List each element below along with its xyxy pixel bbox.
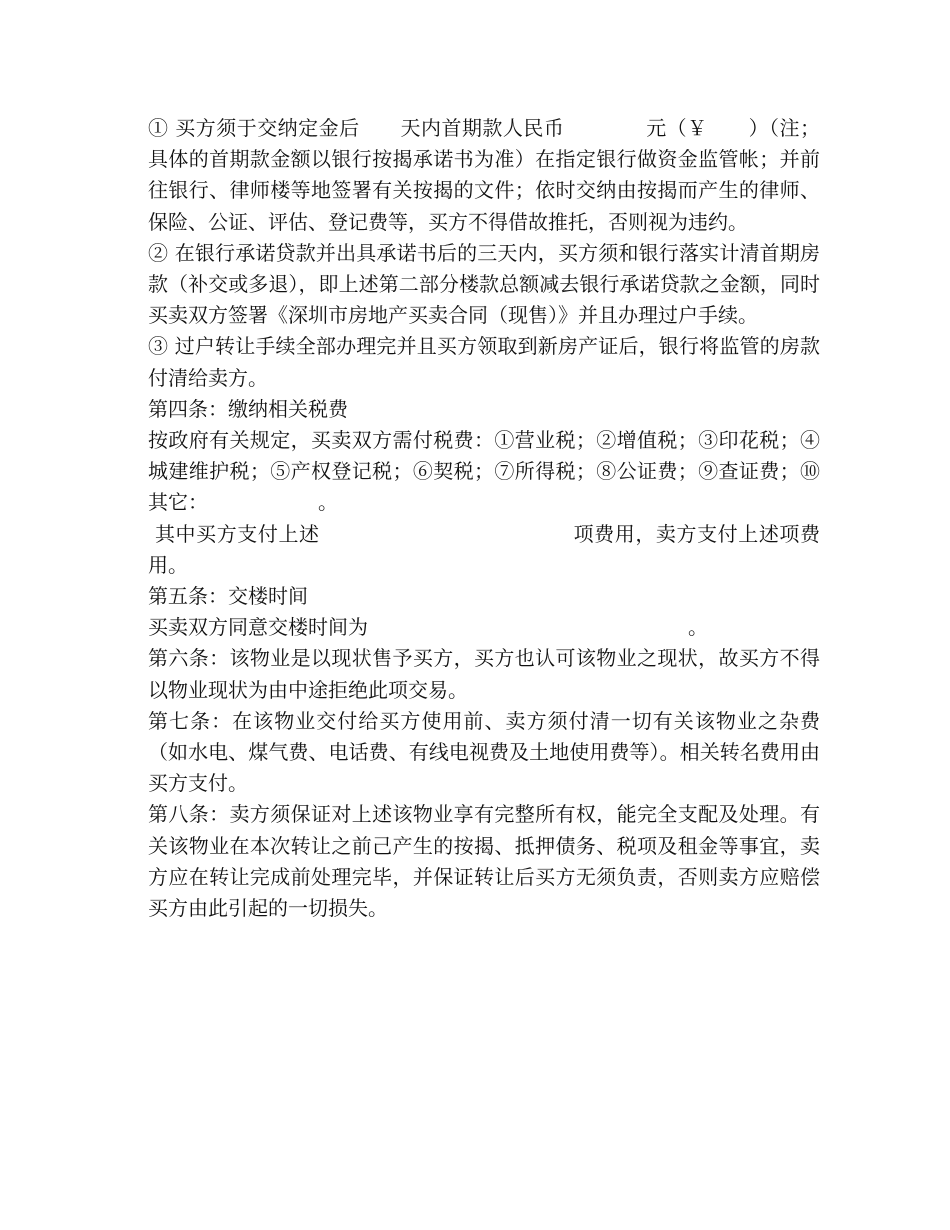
document-page <box>140 113 820 924</box>
article-4-taxes: 按政府有关规定，买卖双方需付税费：①营业税；②增值税；③印花税；④城建维护税；⑤产权登记税；⑥契税；⑦所得税；⑧公证费；⑨查证费；⑩其它： 。 <box>148 428 820 515</box>
article-7: 第七条：在该物业交付给买方使用前、卖方须付清一切有关该物业之杂费（如水电、煤气费、电话费、有线电视费及土地使用费等）。相关转名费用由买方支付。 <box>148 708 820 796</box>
clause-3-item-2: ② 在银行承诺贷款并出具承诺书后的三天内，买方须和银行落实计清首期房款（补交或多退），即上述第二部分楼款总额减去银行承诺贷款之金额，同时买卖双方签署《深圳市房地产买卖合同（现售）》并且办理过户手续。 <box>148 240 820 328</box>
article-5-handover-time: 买卖双方同意交楼时间为 。 <box>148 615 708 640</box>
clause-3-item-1: ① 买方须于交纳定金后 天内首期款人民币 元（￥ ）（注；具体的首期款金额以银行按揭承诺书为准）在指定银行做资金监管帐；并前往银行、律师楼等地签署有关按揭的文件；依时交纳由按揭而产生的律师、保险、公证、评估、登记费等，买方不得借故推托，否则视为违约。 <box>148 116 820 234</box>
article-6: 第六条：该物业是以现状售予买方，买方也认可该物业之现状，故买方不得以物业现状为由中途拒绝此项交易。 <box>148 646 820 702</box>
article-4-allocation: 其中买方支付上述 项费用，卖方支付上述项费用。 <box>148 521 821 577</box>
article-4-heading: 第四条：缴纳相关税费 <box>148 396 348 421</box>
article-8: 第八条：卖方须保证对上述该物业享有完整所有权，能完全支配及处理。有关该物业在本次转让之前己产生的按揭、抵押债务、税项及租金等事宜，卖方应在转让完成前处理完毕，并保证转让后买方无须负责，否则卖方应赔偿买方由此引起的一切损失。 <box>148 802 820 921</box>
article-5-heading: 第五条：交楼时间 <box>148 584 308 609</box>
clause-3-item-3: ③ 过户转让手续全部办理完并且买方领取到新房产证后，银行将监管的房款付清给卖方。 <box>148 334 820 390</box>
